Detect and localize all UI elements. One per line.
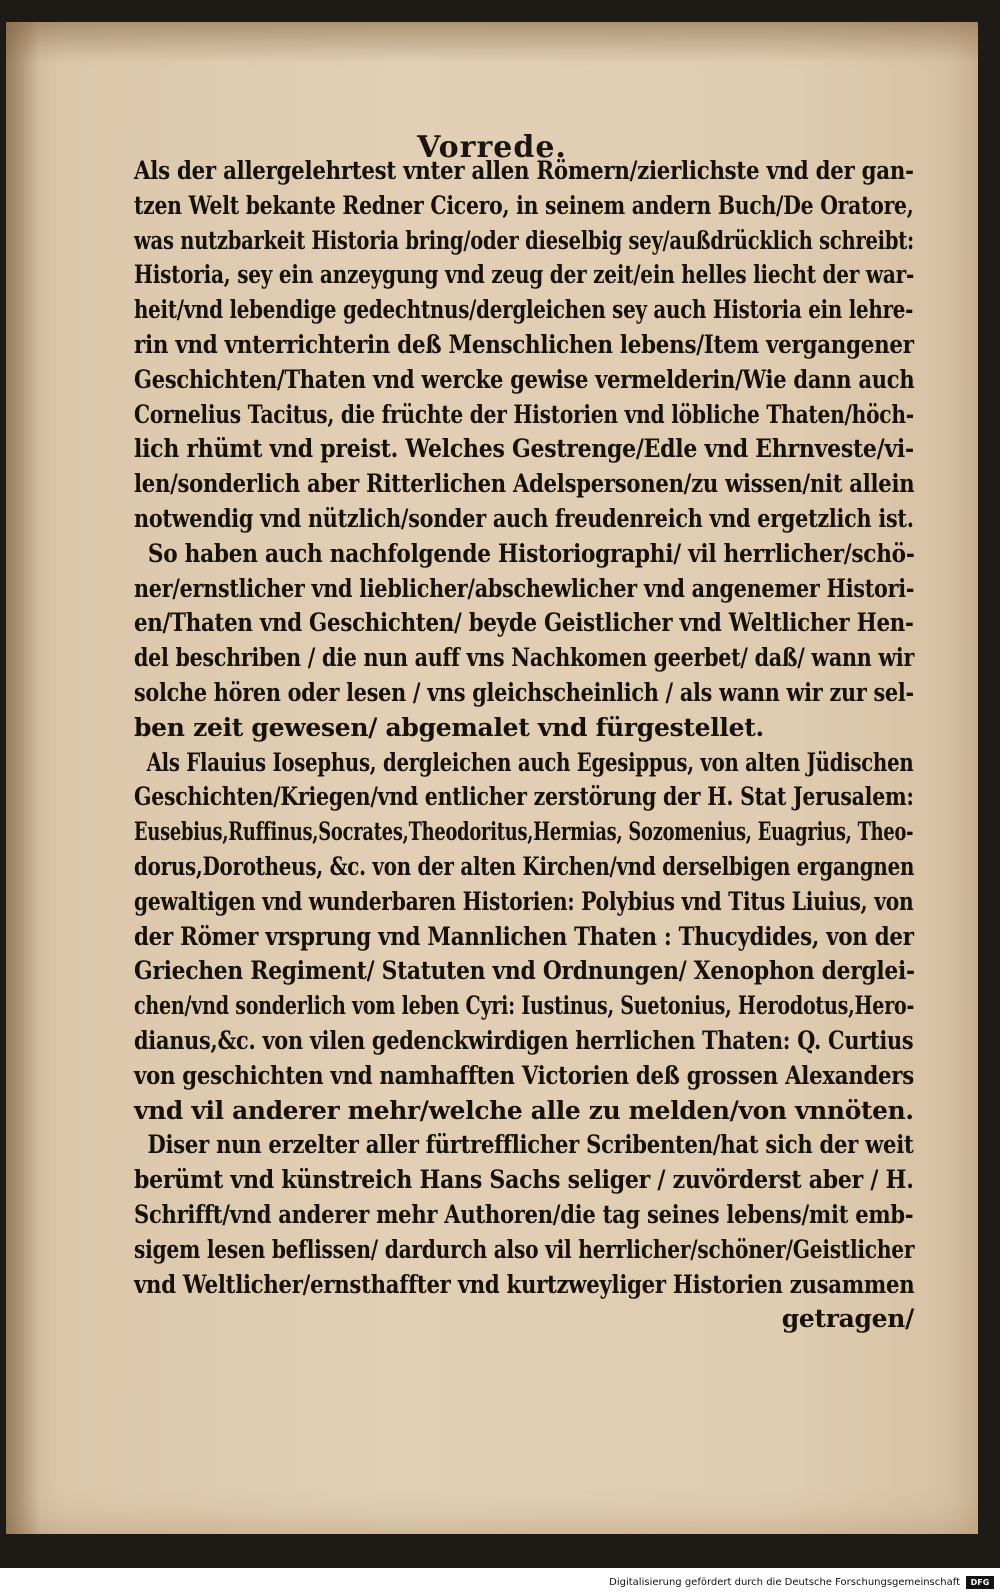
text-line: tzen Welt bekante Redner Cicero, in seinem andern Buch/De Oratore, (134, 190, 914, 220)
text-line: rin vnd vnterrichterin deß Menschlichen lebens/Item vergangener (134, 329, 914, 359)
text-line: vnd vil anderer mehr/welche alle zu melden/von vnnöten. (134, 1095, 914, 1125)
text-line: Geschichten/Thaten vnd wercke gewise vermelderin/Wie dann auch (134, 364, 915, 394)
text-line: ben zeit gewesen/ abgemalet vnd fürgestellet. (134, 712, 764, 742)
text-line: lich rhümt vnd preist. Welches Gestrenge/Edle vnd Ehrnveste/vi- (134, 434, 914, 464)
text-line: berümt vnd künstreich Hans Sachs seliger / zuvörderst aber / H. (134, 1165, 914, 1195)
book-page (6, 22, 978, 1534)
text-line: So haben auch nachfolgende Historiographi/ vil herrlicher/schö- (147, 538, 915, 568)
text-line: der Römer vrsprung vnd Mannlichen Thaten : Thucydides, von der (134, 921, 914, 951)
text-line: notwendig vnd nützlich/sonder auch freudenreich vnd ergetzlich ist. (134, 503, 914, 533)
text-line: Diser nun erzelter aller fürtrefflicher Scribenten/hat sich der weit (147, 1130, 914, 1160)
text-line: dianus,&c. von vilen gedenckwirdigen herrlichen Thaten: Q. Curtius (134, 1025, 914, 1055)
text-line: heit/vnd lebendige gedechtnus/dergleichen sey auch Historia ein lehre- (134, 295, 914, 325)
text-line: Historia, sey ein anzeygung vnd zeug der zeit/ein helles liecht der war- (134, 260, 915, 290)
text-line: len/sonderlich aber Ritterlichen Adelspersonen/zu wissen/nit allein (134, 469, 915, 499)
dfg-logo: DFG (966, 1576, 994, 1589)
text-line: was nutzbarkeit Historia bring/oder dieselbig sey/außdrücklich schreibt: (134, 225, 914, 255)
text-line: vnd Weltlicher/ernsthaffter vnd kurtzweyliger Historien zusammen (134, 1269, 915, 1299)
text-line: Eusebius,Ruffinus,Socrates,Theodoritus,Hermias, Sozomenius, Euagrius, Theo- (134, 817, 914, 847)
catchword: getragen/ (781, 1304, 914, 1334)
text-line: en/Thaten vnd Geschichten/ beyde Geistlicher vnd Weltlicher Hen- (134, 608, 914, 638)
text-line: Cornelius Tacitus, die früchte der Historien vnd löbliche Thaten/höch- (134, 399, 914, 429)
footer-credit: Digitalisierung gefördert durch die Deutsche Forschungsgemeinschaft (609, 1577, 960, 1588)
text-line: von geschichten vnd namhafften Victorien deß grossen Alexanders (134, 1060, 914, 1090)
body-text (134, 154, 914, 1337)
text-line: gewaltigen vnd wunderbaren Historien: Polybius vnd Titus Liuius, von (134, 886, 914, 916)
text-line: Als Flauius Iosephus, dergleichen auch Egesippus, von alten Jüdischen (146, 747, 914, 777)
text-line: ner/ernstlicher vnd lieblicher/abschewlicher vnd angenemer Histori- (134, 573, 915, 603)
text-line: Geschichten/Kriegen/vnd entlicher zerstörung der H. Stat Jerusalem: (134, 782, 914, 812)
text-line: del beschriben / die nun auff vns Nachkomen geerbet/ daß/ wann wir (134, 643, 915, 673)
text-line: solche hören oder lesen / vns gleichscheinlich / als wann wir zur sel- (134, 677, 914, 707)
text-line: dorus,Dorotheus, &c. von der alten Kirchen/vnd derselbigen ergangnen (134, 851, 915, 881)
running-head: Vorrede. (417, 130, 567, 165)
footer-bar (0, 1568, 1000, 1594)
text-line: Griechen Regiment/ Statuten vnd Ordnungen/ Xenophon derglei- (134, 956, 915, 986)
text-line: Schrifft/vnd anderer mehr Authoren/die tag seines lebens/mit emb- (134, 1199, 914, 1229)
text-line: chen/vnd sonderlich vom leben Cyri: Iustinus, Suetonius, Herodotus,Hero- (134, 991, 915, 1021)
text-line: sigem lesen beflissen/ dardurch also vil herrlicher/schöner/Geistlicher (134, 1234, 915, 1264)
text-line: Als der allergelehrtest vnter allen Römern/zierlichste vnd der gan- (134, 156, 914, 185)
